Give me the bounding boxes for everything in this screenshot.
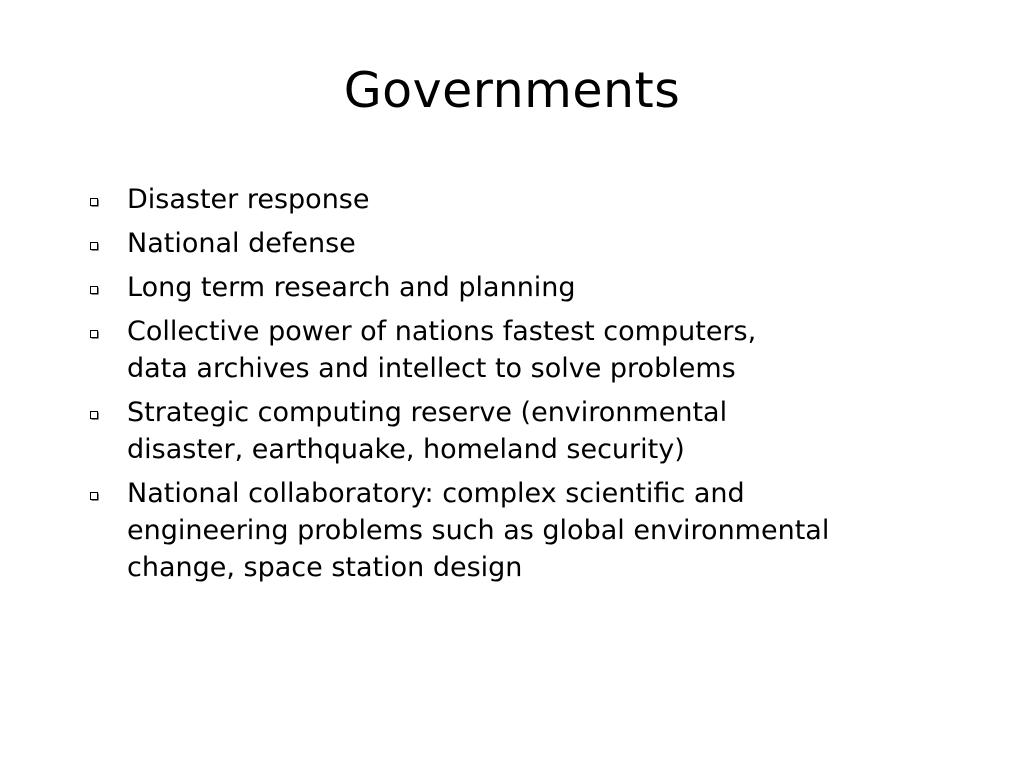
bullet-text: Long term research and planning	[127, 272, 576, 303]
bullet-item	[86, 475, 946, 586]
bullet-list	[86, 181, 946, 593]
bullet-item	[86, 313, 946, 387]
bullet-text: Collective power of nations fastest computers, data archives and intellect to solve problems	[127, 316, 757, 384]
bullet-item	[86, 269, 946, 306]
bullet-item	[86, 225, 946, 262]
square-bullet-icon	[90, 492, 99, 501]
bullet-text: Disaster response	[127, 184, 370, 215]
square-bullet-icon	[90, 330, 99, 339]
square-bullet-icon	[90, 198, 99, 207]
slide-title: Governments	[343, 62, 681, 119]
bullet-item	[86, 181, 946, 218]
square-bullet-icon	[90, 411, 99, 420]
bullet-text: Strategic computing reserve (environmental disaster, earthquake, homeland security)	[127, 397, 728, 465]
bullet-text: National defense	[127, 228, 356, 259]
bullet-text: National collaboratory: complex scientific and engineering problems such as global environmental change, space station design	[127, 478, 830, 583]
square-bullet-icon	[90, 242, 99, 251]
square-bullet-icon	[90, 286, 99, 295]
bullet-item	[86, 394, 946, 468]
